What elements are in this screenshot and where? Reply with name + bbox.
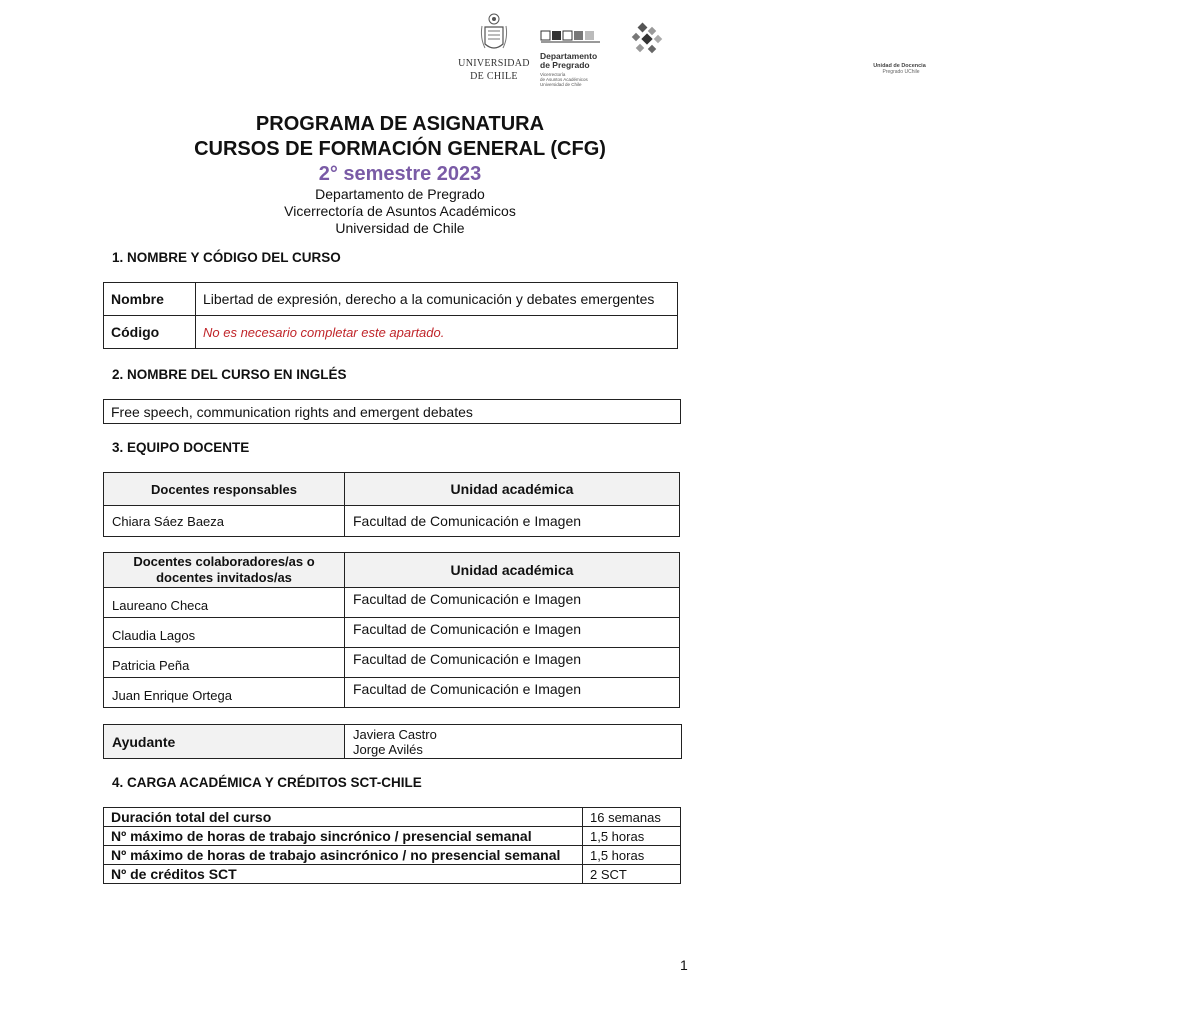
table-row <box>104 588 680 618</box>
carga-label: Nº máximo de horas de trabajo asincrónico / no presencial semanal <box>104 846 583 865</box>
carga-value: 1,5 horas <box>583 846 681 865</box>
table-row <box>104 400 681 424</box>
table-row <box>104 808 681 827</box>
subtitle-vicerrectoria: Vicerrectoría de Asuntos Académicos <box>284 203 516 219</box>
name-label: Nombre <box>104 283 196 316</box>
responsables-header: Docentes responsables <box>104 473 345 506</box>
english-name-table <box>103 399 681 424</box>
colaborador-name: Claudia Lagos <box>104 618 345 648</box>
section-3-heading: 3. EQUIPO DOCENTE <box>112 440 250 455</box>
colaborador-name: Patricia Peña <box>104 648 345 678</box>
document-title-block <box>0 112 800 237</box>
responsable-name: Chiara Sáez Baeza <box>104 506 345 537</box>
departamento-squares-icon <box>540 28 604 44</box>
colaborador-unit: Facultad de Comunicación e Imagen <box>345 678 680 708</box>
logo-ud-title: Unidad de Docencia <box>873 63 926 69</box>
colaboradores-header-line-1: Docentes colaboradores/as o <box>133 554 315 569</box>
departamento-pregrado-logo <box>540 28 606 87</box>
responsables-table <box>103 472 680 537</box>
subtitle-university: Universidad de Chile <box>335 220 465 236</box>
title-line-2: CURSOS DE FORMACIÓN GENERAL (CFG) <box>194 138 606 160</box>
unit-header: Unidad académica <box>345 473 680 506</box>
carga-label: Duración total del curso <box>104 808 583 827</box>
logo-dep-sub-2: de Asuntos Académicos <box>540 77 588 82</box>
table-row <box>104 725 682 759</box>
colaborador-name: Juan Enrique Ortega <box>104 678 345 708</box>
carga-academica-table <box>103 807 681 884</box>
header-logos <box>452 12 926 87</box>
semester-title: 2° semestre 2023 <box>318 163 482 185</box>
ayudante-name: Jorge Avilés <box>353 741 423 757</box>
table-row <box>104 618 680 648</box>
table-row <box>104 865 681 884</box>
responsable-unit: Facultad de Comunicación e Imagen <box>345 506 680 537</box>
table-row <box>104 648 680 678</box>
name-value: Libertad de expresión, derecho a la comunicación y debates emergentes <box>196 283 678 316</box>
university-seal-icon <box>480 12 508 56</box>
colab-unit-header: Unidad académica <box>345 553 680 588</box>
colaborador-name: Laureano Checa <box>104 588 345 618</box>
code-label: Código <box>104 316 196 349</box>
colaboradores-header-line-2: docentes invitados/as <box>156 570 292 585</box>
table-header-row <box>104 553 680 588</box>
page-number: 1 <box>680 957 688 973</box>
logo-ud-sub: Pregrado UChile <box>882 69 920 75</box>
carga-value: 2 SCT <box>583 865 681 884</box>
table-row <box>104 678 680 708</box>
carga-label: Nº de créditos SCT <box>104 865 583 884</box>
logo-dep-title-1: Departamento <box>540 51 598 61</box>
table-header-row <box>104 473 680 506</box>
colaboradores-table <box>103 552 680 708</box>
universidad-de-chile-logo <box>458 12 530 82</box>
section-4-heading: 4. CARGA ACADÉMICA Y CRÉDITOS SCT-CHILE <box>112 775 422 790</box>
colaboradores-header <box>104 553 345 588</box>
table-row <box>104 827 681 846</box>
subtitle-department: Departamento de Pregrado <box>315 186 485 202</box>
colaborador-unit: Facultad de Comunicación e Imagen <box>345 648 680 678</box>
table-row <box>104 283 678 316</box>
table-row <box>104 316 678 349</box>
table-row <box>104 846 681 865</box>
logo-dep-sub-1: Vicerrectoría <box>540 72 566 77</box>
carga-value: 16 semanas <box>583 808 681 827</box>
colaborador-unit: Facultad de Comunicación e Imagen <box>345 618 680 648</box>
code-value: No es necesario completar este apartado. <box>196 316 678 349</box>
unidad-docencia-logo <box>612 22 926 75</box>
ayudante-name: Javiera Castro <box>353 726 437 742</box>
logo-dep-sub-3: Universidad de Chile <box>540 82 582 87</box>
english-name-value: Free speech, communication rights and emergent debates <box>104 400 681 424</box>
section-2-heading: 2. NOMBRE DEL CURSO EN INGLÉS <box>112 367 347 382</box>
course-name-table <box>103 282 678 349</box>
ayudante-values <box>345 725 682 759</box>
logo-dep-title-2: de Pregrado <box>540 60 590 70</box>
unidad-docencia-icon <box>629 22 665 56</box>
table-row <box>104 506 680 537</box>
section-1-heading: 1. NOMBRE Y CÓDIGO DEL CURSO <box>112 250 341 265</box>
logo-uchile-line2: DE CHILE <box>470 71 518 82</box>
colaborador-unit: Facultad de Comunicación e Imagen <box>345 588 680 618</box>
logo-uchile-line1: UNIVERSIDAD <box>458 58 530 69</box>
title-line-1: PROGRAMA DE ASIGNATURA <box>255 113 545 135</box>
ayudante-label: Ayudante <box>104 725 345 759</box>
ayudante-table <box>103 724 682 759</box>
carga-label: Nº máximo de horas de trabajo sincrónico / presencial semanal <box>104 827 583 846</box>
carga-value: 1,5 horas <box>583 827 681 846</box>
